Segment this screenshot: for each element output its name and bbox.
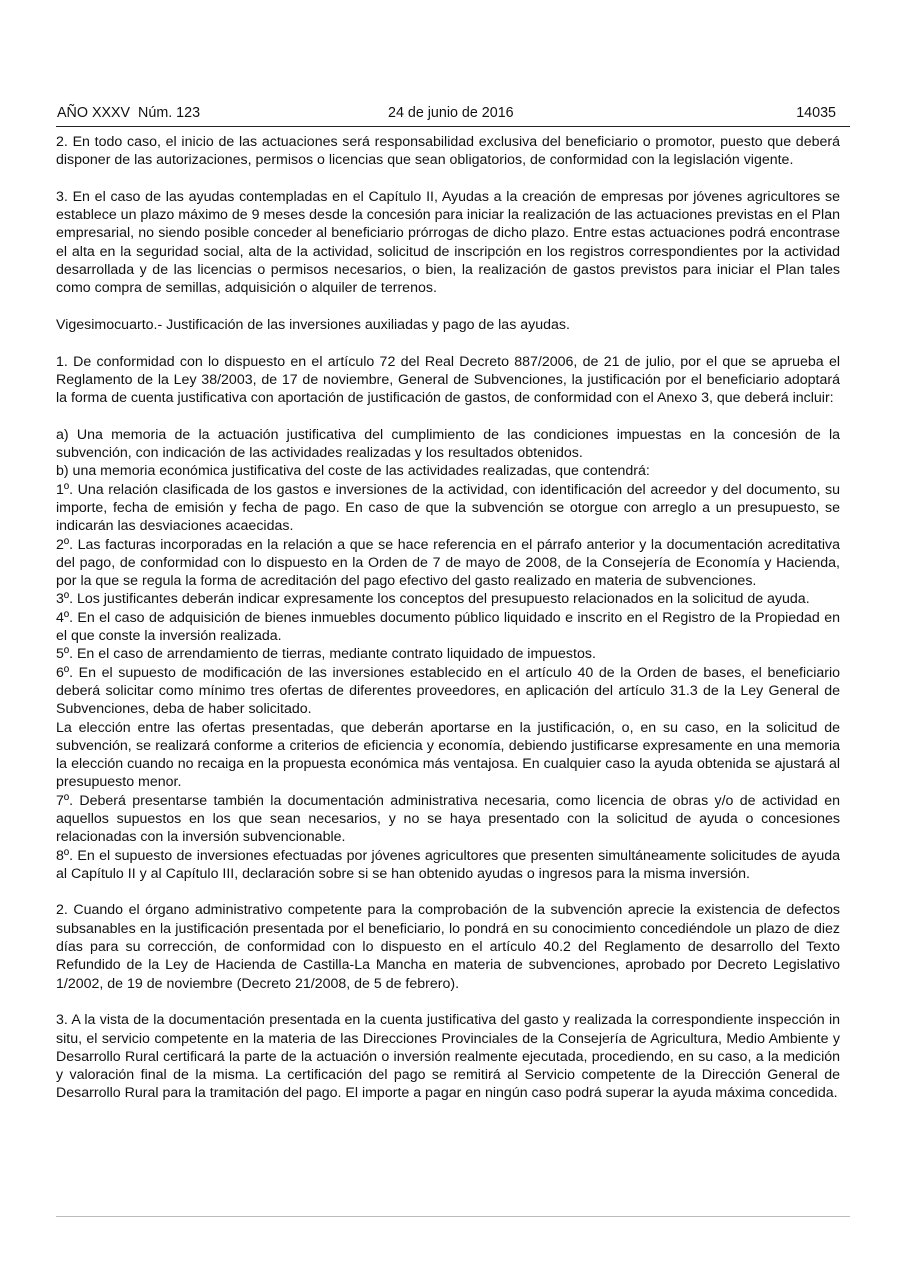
list-item: 2º. Las facturas incorporadas en la relación a que se hace referencia en el párrafo anterior y la documentación acreditativa del pago, de conformidad con lo dispuesto en la Orden de 7 de mayo de 2008, de la Consejería de Economía y Hacienda, por la que se regula la forma de acreditación del pago efectivo del gasto realizado en materia de subvenciones.	[56, 536, 840, 590]
list-item: a) Una memoria de la actuación justificativa del cumplimiento de las condiciones impuestas en la concesión de la subvención, con indicación de las actividades realizadas y los resultados obtenidos.	[56, 426, 840, 462]
paragraph: 2. Cuando el órgano administrativo competente para la comprobación de la subvención aprecie la existencia de defectos subsanables en la justificación presentada por el beneficiario, lo pondrá en su conocimiento concediéndole un plazo de diez días para su corrección, de conformidad con lo dispuesto en el artículo 40.2 del Reglamento de desarrollo del Texto Refundido de la Ley de Hacienda de Castilla-La Mancha en materia de subvenciones, aprobado por Decreto Legislativo 1/2002, de 19 de noviembre (Decreto 21/2008, de 5 de febrero).	[56, 902, 840, 992]
page-number: 14035	[796, 105, 836, 121]
list-item: La elección entre las ofertas presentadas, que deberán aportarse en la justificación, o, en su caso, en la solicitud de subvención, se realizará conforme a criterios de eficiencia y economía, debiendo justificarse expresamente en una memoria la elección cuando no recaiga en la propuesta económica más ventajosa. En cualquier caso la ayuda obtenida se ajustará al presupuesto menor.	[56, 719, 840, 791]
issue-number: AÑO XXXV Núm. 123	[57, 105, 201, 121]
paragraph: 3. A la vista de la documentación presentada en la cuenta justificativa del gasto y realizada la correspondiente inspección in situ, el servicio competente en la materia de las Direcciones Provinciales de la Consejería de Agricultura, Medio Ambiente y Desarrollo Rural certificará la parte de la actuación o inversión realmente ejecutada, procediendo, en su caso, a la medición y valoración final de la misma. La certificación del pago se remitirá al Servicio competente de la Dirección General de Desarrollo Rural para la tramitación del pago. El importe a pagar en ningún caso podrá superar la ayuda máxima concedida.	[56, 1012, 840, 1102]
publication-date: 24 de junio de 2016	[388, 105, 514, 121]
list-item: b) una memoria económica justificativa del coste de las actividades realizadas, que contendrá:	[56, 463, 650, 480]
bottom-divider	[56, 1216, 850, 1217]
page-header	[56, 104, 850, 127]
list-item: 5º. En el caso de arrendamiento de tierras, mediante contrato liquidado de impuestos.	[56, 646, 596, 663]
list-item: 6º. En el supuesto de modificación de las inversiones establecido en el artículo 40 de la Orden de bases, el beneficiario deberá solicitar como mínimo tres ofertas de diferentes proveedores, en aplicación del artículo 31.3 de la Ley General de Subvenciones, deba de haber solicitado.	[56, 664, 840, 718]
document-body	[56, 133, 840, 1103]
list-item: 7º. Deberá presentarse también la documentación administrativa necesaria, como licencia de obras y/o de actividad en aquellos supuestos en los que sean necesarios, y no se haya presentado con la solicitud de ayuda o concesiones relacionadas con la inversión subvencionable.	[56, 792, 840, 846]
paragraph: 1. De conformidad con lo dispuesto en el artículo 72 del Real Decreto 887/2006, de 21 de julio, por el que se aprueba el Reglamento de la Ley 38/2003, de 17 de noviembre, General de Subvenciones, la justificación por el beneficiario adoptará la forma de cuenta justificativa con aportación de justificación de gastos, de conformidad con el Anexo 3, que deberá incluir:	[56, 353, 840, 407]
list-item: 4º. En el caso de adquisición de bienes inmuebles documento público liquidado e inscrito en el Registro de la Propiedad en el que conste la inversión realizada.	[56, 609, 840, 645]
list-item: 1º. Una relación clasificada de los gastos e inversiones de la actividad, con identificación del acreedor y del documento, su importe, fecha de emisión y fecha de pago. En caso de que la subvención se otorgue con arreglo a un presupuesto, se indicarán las desviaciones acaecidas.	[56, 481, 840, 535]
paragraph: 3. En el caso de las ayudas contempladas en el Capítulo II, Ayudas a la creación de empresas por jóvenes agricultores se establece un plazo máximo de 9 meses desde la concesión para iniciar la realización de las actuaciones previstas en el Plan empresarial, no siendo posible conceder al beneficiario prórrogas de dicho plazo. Entre estas actuaciones podrá encontrase el alta en la seguridad social, alta de la actividad, solicitud de inscripción en los registros correspondientes por la actividad desarrollada y de las licencias o permisos necesarios, o bien, la realización de gastos previstos para iniciar el Plan tales como compra de semillas, adquisición o alquiler de terrenos.	[56, 188, 840, 297]
list-item: 8º. En el supuesto de inversiones efectuadas por jóvenes agricultores que presenten simultáneamente solicitudes de ayuda al Capítulo II y al Capítulo III, declaración sobre si se han obtenido ayudas o ingresos para la misma inversión.	[56, 847, 840, 882]
paragraph: 2. En todo caso, el inicio de las actuaciones será responsabilidad exclusiva del beneficiario o promotor, puesto que deberá disponer de las autorizaciones, permisos o licencias que sean obligatorios, de conformidad con la legislación vigente.	[56, 134, 840, 169]
list-item: 3º. Los justificantes deberán indicar expresamente los conceptos del presupuesto relacionados en la solicitud de ayuda.	[56, 591, 810, 608]
section-heading: Vigesimocuarto.- Justificación de las inversiones auxiliadas y pago de las ayudas.	[56, 316, 570, 333]
